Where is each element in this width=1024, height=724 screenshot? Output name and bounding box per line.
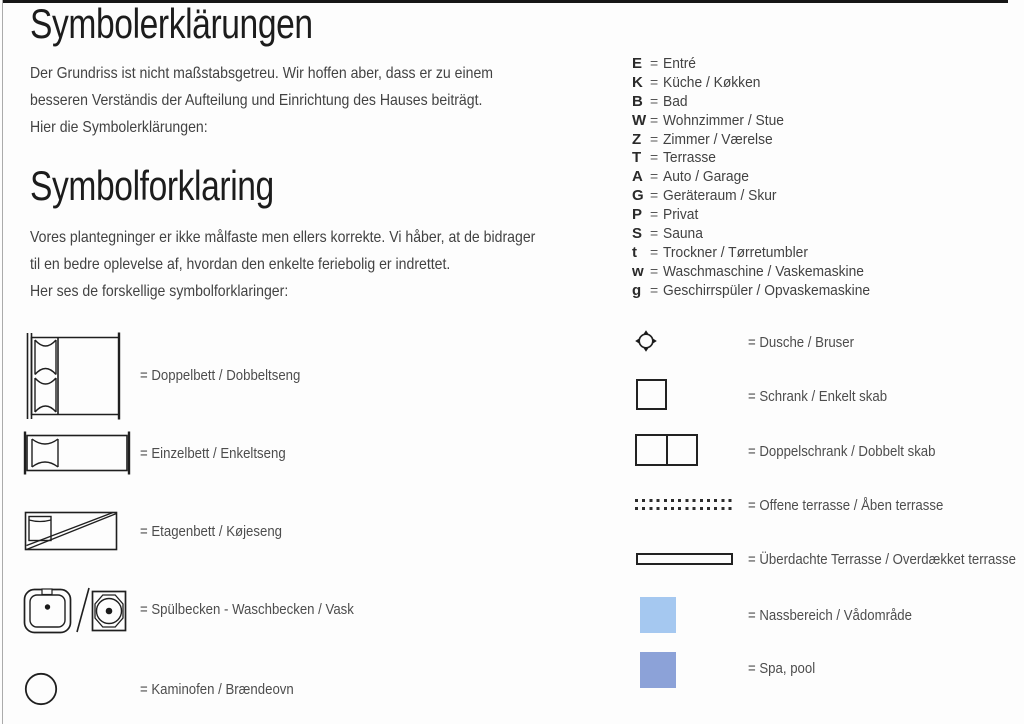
open-terrace-label: = Offene terrasse / Åben terrasse <box>748 497 944 514</box>
equals-sign: = <box>650 130 659 147</box>
single-closet-symbol <box>636 379 667 410</box>
abbr-row <box>632 168 888 187</box>
abbr-letter: g <box>632 281 642 299</box>
wood-stove-label: = Kaminofen / Brændeovn <box>140 681 294 698</box>
wet-area-label: = Nassbereich / Vådområde <box>748 607 912 624</box>
intro-danish-line: til en bedre oplevelse af, hvordan den enkelte feriebolig er indrettet. <box>30 256 451 273</box>
double-bed-label: = Doppelbett / Dobbeltseng <box>140 367 301 384</box>
abbr-letter: P <box>632 206 643 224</box>
equals-sign: = <box>650 187 659 204</box>
abbr-row <box>632 206 888 225</box>
abbr-row <box>632 263 888 282</box>
single-bed-label: = Einzelbett / Enkeltseng <box>140 445 286 462</box>
single-closet-label: = Schrank / Enkelt skab <box>748 388 888 405</box>
abbr-letter: G <box>632 187 644 205</box>
abbr-letter: t <box>632 243 637 261</box>
abbr-row <box>632 93 888 112</box>
abbr-row <box>632 282 888 301</box>
abbr-text: Waschmaschine / Vaskemaskine <box>663 262 864 280</box>
bunk-bed-symbol <box>24 510 120 552</box>
abbr-text: Geschirrspüler / Opvaskemaskine <box>663 281 871 299</box>
equals-sign: = <box>650 73 659 90</box>
abbr-row <box>632 225 888 244</box>
abbr-letter: Z <box>632 130 642 148</box>
abbr-text: Trockner / Tørretumbler <box>663 243 808 261</box>
double-closet-symbol <box>635 434 698 466</box>
sink-washbasin-label: = Spülbecken - Waschbecken / Vask <box>140 601 354 618</box>
double-bed-symbol <box>24 331 122 421</box>
abbr-text: Geräteraum / Skur <box>663 187 777 205</box>
abbr-letter: w <box>632 262 644 280</box>
covered-terrace-label: = Überdachte Terrasse / Overdækket terrasse <box>748 551 1016 568</box>
abbr-row <box>632 74 888 93</box>
bunk-bed-label: = Etagenbett / Køjeseng <box>140 523 283 540</box>
double-closet-label: = Doppelschrank / Dobbelt skab <box>748 443 936 460</box>
equals-sign: = <box>650 225 659 242</box>
closet-divider <box>666 436 668 464</box>
abbr-letter: B <box>632 92 643 110</box>
abbr-row <box>632 55 888 74</box>
intro-german-line: besseren Verständis der Aufteilung und Einrichtung des Hauses beiträgt. <box>30 92 483 109</box>
abbr-letter: W <box>632 111 647 129</box>
equals-sign: = <box>650 92 659 109</box>
abbr-row <box>632 149 888 168</box>
equals-sign: = <box>650 111 659 128</box>
abbr-row <box>632 112 888 131</box>
abbr-text: Zimmer / Værelse <box>663 130 773 148</box>
shower-label: = Dusche / Bruser <box>748 334 855 351</box>
equals-sign: = <box>650 168 659 185</box>
abbr-text: Wohnzimmer / Stue <box>663 111 784 129</box>
intro-german-line: Der Grundriss ist nicht maßstabsgetreu. Wir hoffen aber, dass er zu einem <box>30 65 494 82</box>
intro-danish <box>30 224 535 305</box>
abbreviation-list <box>632 55 888 301</box>
equals-sign: = <box>650 55 659 71</box>
equals-sign: = <box>650 149 659 166</box>
page-title-danish: Symbolforklaring <box>30 162 274 209</box>
abbr-letter: K <box>632 73 643 91</box>
abbr-letter: S <box>632 225 643 243</box>
equals-sign: = <box>650 281 659 298</box>
abbr-letter: E <box>632 55 643 72</box>
abbr-row <box>632 187 888 206</box>
abbr-row <box>632 131 888 150</box>
wet-area-symbol <box>640 597 676 633</box>
intro-german-line: Hier die Symbolerklärungen: <box>30 119 208 136</box>
single-bed-symbol <box>22 431 132 475</box>
abbr-text: Terrasse <box>663 149 716 167</box>
covered-terrace-symbol <box>636 553 733 565</box>
sink-washbasin-symbol <box>23 585 127 635</box>
abbr-text: Bad <box>663 92 688 110</box>
intro-danish-line: Vores plantegninger er ikke målfaste men ellers korrekte. Vi håber, at de bidrager <box>30 229 536 246</box>
intro-german <box>30 60 493 141</box>
equals-sign: = <box>650 262 659 279</box>
abbr-text: Privat <box>663 206 699 224</box>
shower-symbol <box>635 330 657 352</box>
intro-danish-line: Her ses de forskellige symbolforklaringer: <box>30 283 289 300</box>
abbr-letter: T <box>632 149 642 167</box>
abbr-text: Sauna <box>663 225 703 243</box>
abbr-text: Küche / Køkken <box>663 73 761 91</box>
abbr-letter: A <box>632 168 643 186</box>
page-title-german: Symbolerklärungen <box>30 0 313 47</box>
abbr-text: Entré <box>663 55 696 72</box>
equals-sign: = <box>650 206 659 223</box>
wood-stove-symbol <box>24 672 58 706</box>
abbr-text: Auto / Garage <box>663 168 749 186</box>
abbr-row <box>632 244 888 263</box>
equals-sign: = <box>650 243 659 260</box>
page-left-rule <box>2 0 3 724</box>
spa-pool-label: = Spa, pool <box>748 660 816 677</box>
spa-pool-symbol <box>640 652 676 688</box>
